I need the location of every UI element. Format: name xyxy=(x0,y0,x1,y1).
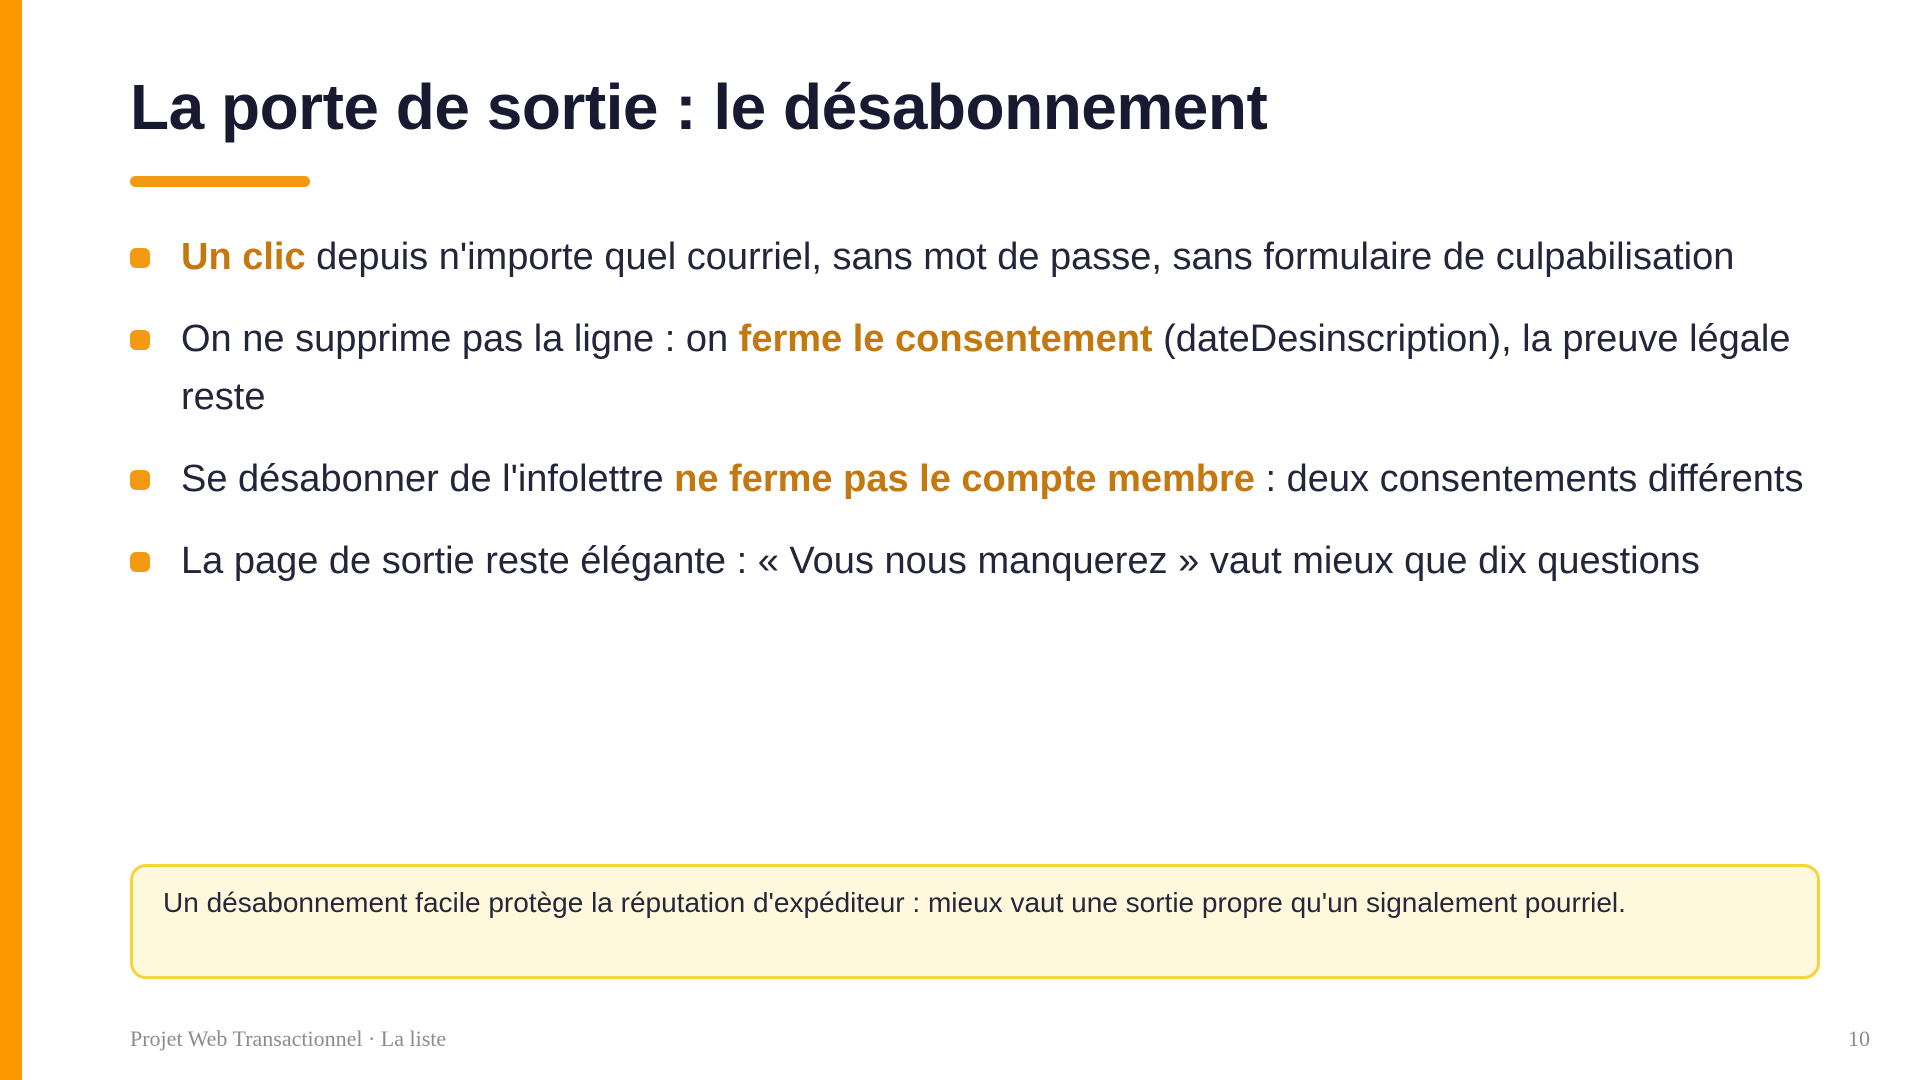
bullet-text: (dateDesinscription), la preuve légale reste xyxy=(181,318,1791,418)
bullet-marker-icon xyxy=(130,552,150,572)
bullet-text: Se désabonner de l'infolettre xyxy=(181,458,675,500)
bullet-marker-icon xyxy=(130,330,150,350)
highlight-text: ne ferme pas le compte membre xyxy=(674,458,1255,500)
bullet-item xyxy=(130,450,1830,508)
bullet-marker-icon xyxy=(130,248,150,268)
callout-note: Un désabonnement facile protège la réputation d'expéditeur : mieux vaut une sortie propre qu'un signalement pourriel. xyxy=(130,864,1820,979)
bullet-marker-icon xyxy=(130,470,150,490)
bullet-list xyxy=(130,228,1830,614)
page-number: 10 xyxy=(1848,1026,1870,1051)
bullet-text: : deux consentements différents xyxy=(1254,458,1804,500)
left-accent-bar xyxy=(0,0,22,1080)
highlight-text: ferme le consentement xyxy=(738,318,1153,360)
title-underline xyxy=(130,176,310,187)
highlight-text: Un clic xyxy=(181,236,306,278)
bullet-item xyxy=(130,532,1830,590)
bullet-item xyxy=(130,310,1830,426)
bullet-text: On ne supprime pas la ligne : on xyxy=(181,318,739,360)
slide-title: La porte de sortie : le désabonnement xyxy=(130,71,1268,143)
footer-course-label: Projet Web Transactionnel · La liste xyxy=(130,1026,447,1051)
bullet-item xyxy=(130,228,1830,286)
bullet-text: La page de sortie reste élégante : « Vous nous manquerez » vaut mieux que dix questions xyxy=(181,540,1700,582)
bullet-text: depuis n'importe quel courriel, sans mot de passe, sans formulaire de culpabilisation xyxy=(305,236,1735,278)
